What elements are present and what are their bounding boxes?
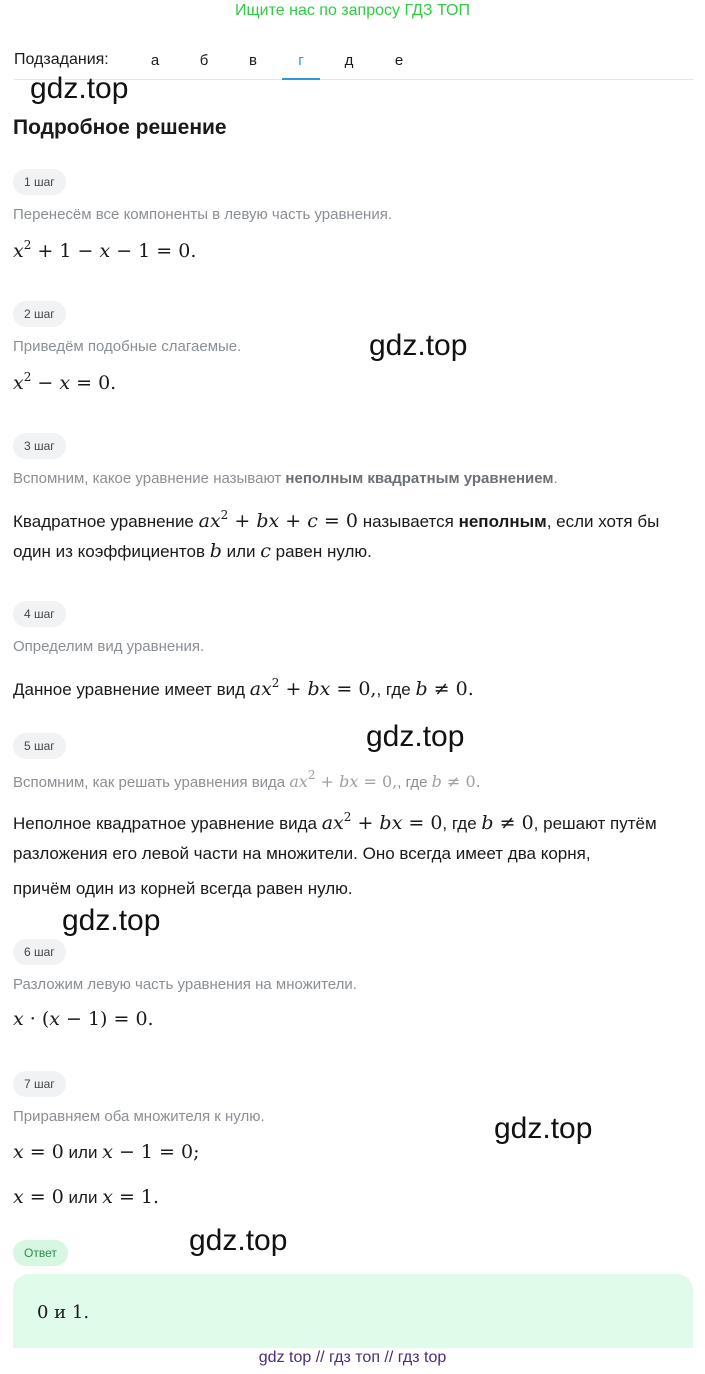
subtask-tab-d[interactable]: д	[344, 52, 354, 69]
page-title: Подробное решение	[13, 116, 227, 139]
watermark: gdz.top	[494, 1112, 593, 1145]
answer-box	[13, 1274, 693, 1348]
step-description: Разложим левую часть уравнения на множители.	[13, 976, 357, 993]
watermark: gdz.top	[366, 720, 465, 753]
active-tab-indicator	[282, 78, 320, 80]
step-badge: 3 шаг	[13, 433, 66, 459]
step-formula: x · (x − 1) = 0.	[13, 1008, 154, 1030]
answer-badge: Ответ	[13, 1240, 68, 1266]
watermark: gdz.top	[30, 72, 129, 105]
step-formula: x = 0 или x = 1.	[13, 1186, 160, 1208]
subtask-tab-g[interactable]: г	[298, 52, 304, 69]
subtask-tab-a[interactable]: а	[150, 52, 160, 69]
footer-links[interactable]: gdz top // гдз топ // гдз top	[258, 1349, 447, 1366]
step-formula: $x^2 - x = 0$.	[13, 370, 117, 394]
watermark: gdz.top	[369, 329, 468, 362]
step-text: один из коэффициентов b или c равен нулю.	[13, 540, 372, 562]
watermark: gdz.top	[62, 904, 161, 937]
step-description: Приравняем оба множителя к нулю.	[13, 1108, 265, 1125]
step-formula: x = 0 или x − 1 = 0;	[13, 1141, 200, 1163]
step-badge: 5 шаг	[13, 733, 66, 759]
step-formula: $x^2 + 1 - x - 1 = 0$.	[13, 238, 197, 262]
step-description: Перенесём все компоненты в левую часть уравнения.	[13, 206, 393, 223]
step-badge: 7 шаг	[13, 1071, 66, 1097]
step-badge: 4 шаг	[13, 601, 66, 627]
step-badge: 1 шаг	[13, 169, 66, 195]
step-text: разложения его левой части на множители. Оно всегда имеет два корня,	[13, 844, 591, 863]
step-badge: 6 шаг	[13, 939, 66, 965]
subtask-tab-b[interactable]: б	[199, 52, 209, 69]
step-description: Определим вид уравнения.	[13, 638, 205, 655]
step-badge: 2 шаг	[13, 301, 66, 327]
step-text: Данное уравнение имеет вид $ax^2$ + bx = 0,, где b ≠ 0.	[13, 676, 474, 700]
search-banner: Ищите нас по запросу ГДЗ ТОП	[235, 2, 470, 19]
step-text: Квадратное уравнение $ax^2$ + bx + c = 0 называется неполным, если хотя бы	[13, 508, 660, 532]
subtask-tab-e[interactable]: е	[394, 52, 404, 69]
step-text: Неполное квадратное уравнение вида $ax^2$ + bx = 0, где b ≠ 0, решают путём	[13, 810, 657, 834]
watermark: gdz.top	[189, 1224, 288, 1257]
step-description: Вспомним, как решать уравнения вида $ax^2$ + bx = 0,, где b ≠ 0.	[13, 768, 481, 791]
subtasks-label: Подзадания:	[14, 51, 109, 68]
answer-text: 0 и 1.	[37, 1302, 90, 1323]
step-text: причём один из корней всегда равен нулю.	[13, 879, 353, 898]
subtask-tab-v[interactable]: в	[249, 52, 257, 69]
step-description: Приведём подобные слагаемые.	[13, 338, 242, 355]
step-description: Вспомним, какое уравнение называют неполным квадратным уравнением.	[13, 470, 558, 487]
